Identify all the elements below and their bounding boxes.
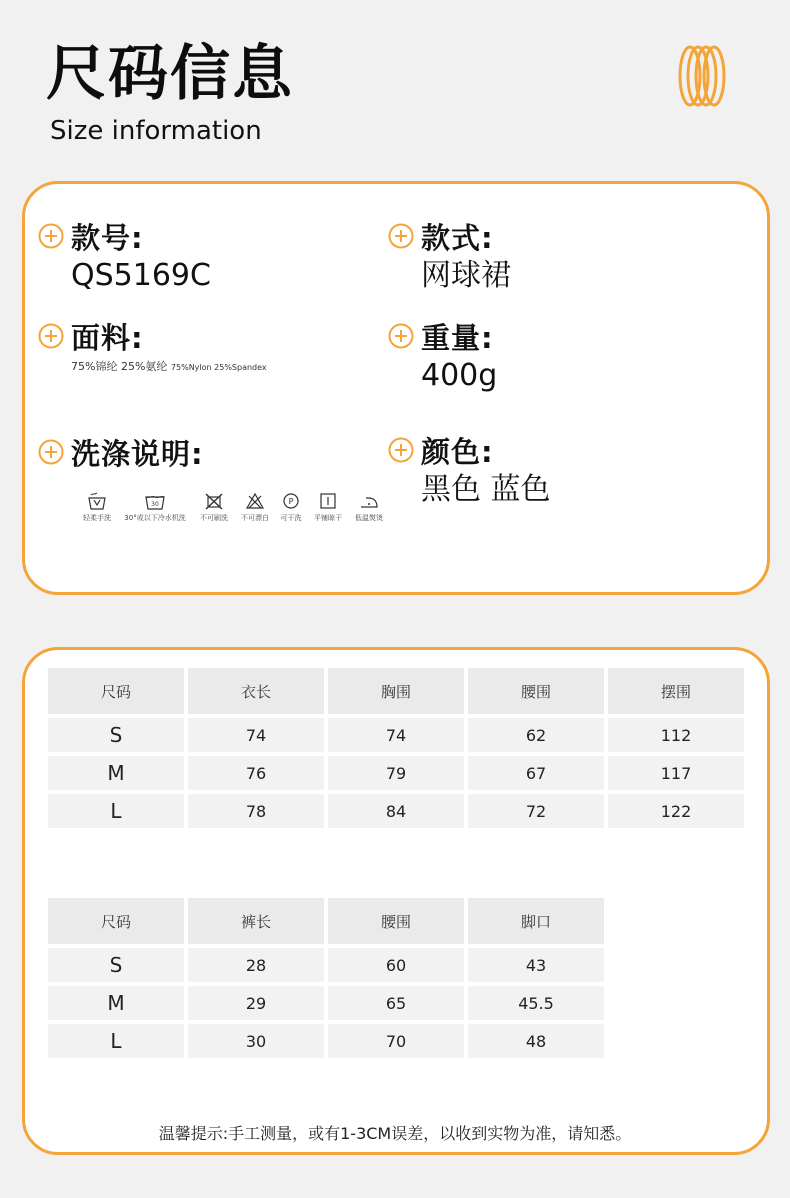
- table-cell: 65: [328, 986, 464, 1020]
- table-row: [48, 986, 604, 1020]
- care-item: 轻柔手洗: [77, 491, 117, 523]
- top-size-table: [44, 664, 748, 832]
- table-cell: 48: [468, 1024, 604, 1058]
- table-row: [48, 1024, 604, 1058]
- page-title: 尺码信息: [46, 39, 294, 109]
- color-value: 黑色 蓝色: [421, 472, 551, 507]
- table-cell: 29: [188, 986, 324, 1020]
- table-cell: 79: [328, 756, 464, 790]
- plus-circle-icon: [388, 323, 414, 349]
- svg-text:30: 30: [151, 501, 159, 508]
- fabric-label: 面料:: [71, 320, 144, 355]
- table-header-cell: 腰围: [328, 898, 464, 944]
- table-cell: 74: [188, 718, 324, 752]
- table-header-cell: 腰围: [468, 668, 604, 714]
- table-cell: 43: [468, 948, 604, 982]
- rings-decoration-icon: [676, 44, 732, 108]
- plus-circle-icon: [38, 323, 64, 349]
- svg-text:P: P: [288, 497, 294, 506]
- table-cell: 122: [608, 794, 744, 828]
- fabric-cn: 75%锦纶 25%氨纶: [71, 360, 168, 373]
- hand-wash-icon: [86, 491, 108, 511]
- weight-field: [388, 316, 497, 396]
- table-header-cell: 尺码: [48, 668, 184, 714]
- color-label: 颜色:: [421, 434, 494, 469]
- table-cell: 112: [608, 718, 744, 752]
- table-cell: 67: [468, 756, 604, 790]
- table-cell: L: [48, 794, 184, 828]
- table-cell: 74: [328, 718, 464, 752]
- page-subtitle: Size information: [50, 116, 262, 146]
- style-label: 款式:: [421, 220, 494, 255]
- table-cell: 70: [328, 1024, 464, 1058]
- style-value: 网球裙: [421, 258, 511, 293]
- table-cell: 84: [328, 794, 464, 828]
- table-cell: 78: [188, 794, 324, 828]
- table-header-cell: 摆围: [608, 668, 744, 714]
- table-row: [48, 948, 604, 982]
- care-item: 平铺晾干: [307, 491, 349, 523]
- table-row: [48, 794, 744, 828]
- table-header-row: [48, 668, 744, 714]
- table-header-cell: 衣长: [188, 668, 324, 714]
- wash-label: 洗涤说明:: [71, 436, 204, 471]
- fabric-en: 75%Nylon 25%Spandex: [170, 363, 267, 372]
- plus-circle-icon: [388, 437, 414, 463]
- table-cell: S: [48, 718, 184, 752]
- table-header-cell: 裤长: [188, 898, 324, 944]
- measurement-note: 温馨提示:手工测量，或有1-3CM误差，以收到实物为准，请知悉。: [158, 1124, 632, 1143]
- table-cell: S: [48, 948, 184, 982]
- fabric-field: [38, 316, 267, 374]
- care-item: 低温熨烫: [349, 491, 389, 523]
- weight-label: 重量:: [421, 320, 494, 355]
- table-cell: 117: [608, 756, 744, 790]
- no-brush-icon: [203, 491, 225, 511]
- table-row: [48, 756, 744, 790]
- table-cell: 72: [468, 794, 604, 828]
- color-field: [388, 430, 551, 510]
- table-cell: 62: [468, 718, 604, 752]
- table-cell: L: [48, 1024, 184, 1058]
- care-item: 30 30°或以下冷水机洗: [117, 491, 193, 523]
- table-header-cell: 脚口: [468, 898, 604, 944]
- weight-value: 400g: [421, 358, 498, 393]
- table-cell: 60: [328, 948, 464, 982]
- style-no-value: QS5169C: [71, 258, 211, 293]
- low-iron-icon: [358, 491, 380, 511]
- fabric-value: [71, 358, 267, 374]
- style-no-field: [38, 216, 211, 296]
- table-cell: 28: [188, 948, 324, 982]
- table-cell: M: [48, 756, 184, 790]
- plus-circle-icon: [38, 439, 64, 465]
- table-cell: 30: [188, 1024, 324, 1058]
- wash-field: [38, 432, 204, 472]
- table-cell: 45.5: [468, 986, 604, 1020]
- flat-dry-icon: [317, 491, 339, 511]
- table-header-row: [48, 898, 604, 944]
- no-bleach-icon: [244, 491, 266, 511]
- care-item: 不可刷洗: [193, 491, 235, 523]
- table-header-cell: 尺码: [48, 898, 184, 944]
- care-item: 不可漂白: [235, 491, 275, 523]
- dry-clean-p-icon: [280, 491, 302, 511]
- table-header-cell: 胸围: [328, 668, 464, 714]
- care-icons: [77, 491, 389, 523]
- plus-circle-icon: [38, 223, 64, 249]
- style-no-label: 款号:: [71, 220, 144, 255]
- bottom-size-table: [44, 894, 608, 1062]
- style-field: [388, 216, 511, 296]
- table-row: [48, 718, 744, 752]
- table-cell: M: [48, 986, 184, 1020]
- plus-circle-icon: [388, 223, 414, 249]
- care-item: P 可干洗: [275, 491, 307, 523]
- table-cell: 76: [188, 756, 324, 790]
- machine-wash-30-icon: [144, 491, 166, 511]
